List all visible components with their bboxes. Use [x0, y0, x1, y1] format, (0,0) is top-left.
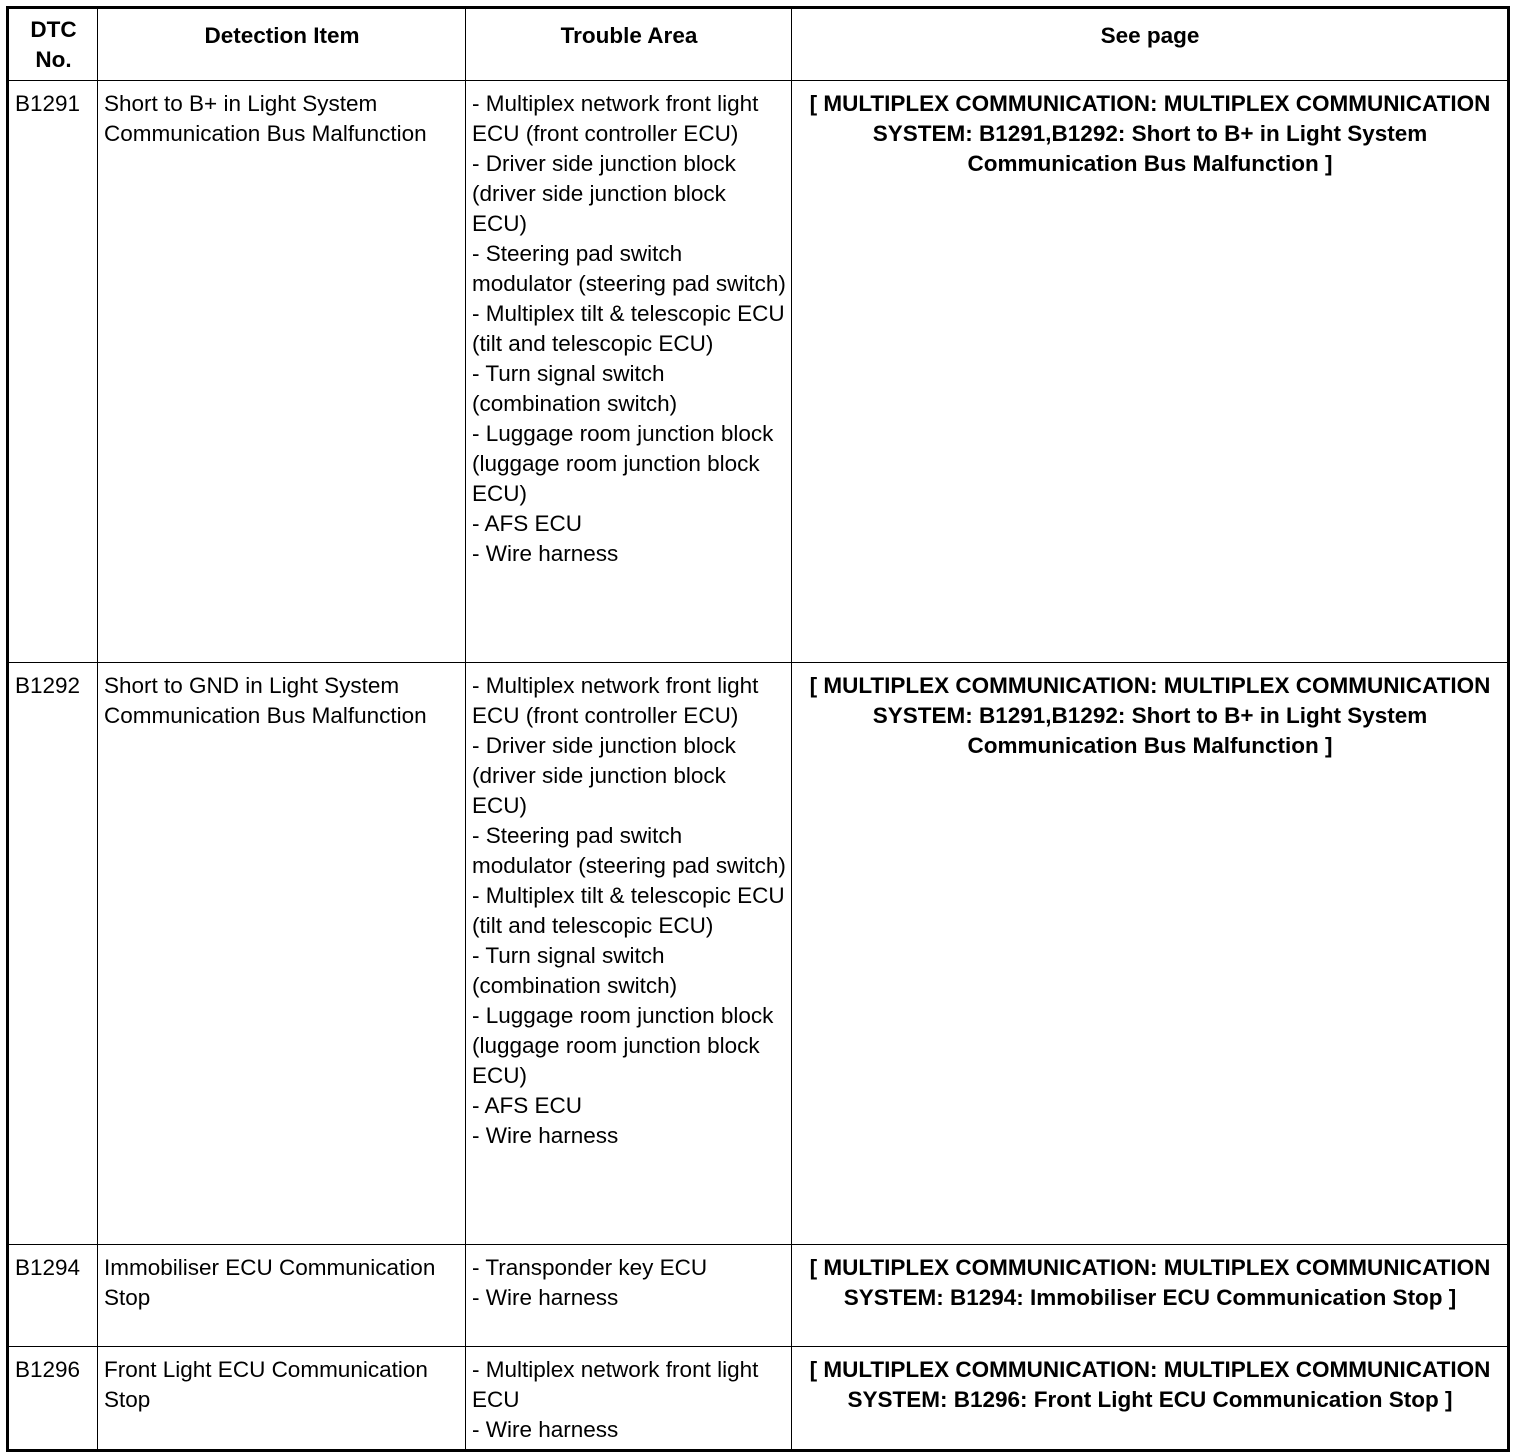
trouble-area-item: - Turn signal switch (combination switch): [472, 943, 678, 998]
table-row: [8, 663, 1509, 1245]
trouble-area: [466, 1245, 792, 1347]
trouble-area-item: - Multiplex network front light ECU (front controller ECU): [472, 91, 759, 146]
trouble-area-item: - Turn signal switch (combination switch): [472, 361, 678, 416]
detection-item: Front Light ECU Communication Stop: [98, 1347, 466, 1451]
table-row: [8, 1245, 1509, 1347]
trouble-area-item: - Steering pad switch modulator (steering pad switch): [472, 823, 786, 878]
detection-item: Short to B+ in Light System Communication Bus Malfunction: [98, 81, 466, 663]
table-row: [8, 81, 1509, 663]
see-page-link[interactable]: [ MULTIPLEX COMMUNICATION: MULTIPLEX COMMUNICATION SYSTEM: B1291,B1292: Short to B+ in Light System Communication Bus Malfunction ]: [792, 81, 1509, 663]
trouble-area-item: (tilt and telescopic ECU): [472, 331, 714, 356]
trouble-area-item: - AFS ECU: [472, 1093, 583, 1118]
table-row: [8, 1347, 1509, 1451]
header-dtc-no: [8, 8, 98, 81]
trouble-area-item: - Wire harness: [472, 1417, 619, 1442]
trouble-area-item: (tilt and telescopic ECU): [472, 913, 714, 938]
header-detection-item: Detection Item: [98, 8, 466, 81]
trouble-area-item: - Driver side junction block (driver side junction block ECU): [472, 151, 736, 236]
trouble-area-item: - Wire harness: [472, 541, 619, 566]
see-page-link[interactable]: [ MULTIPLEX COMMUNICATION: MULTIPLEX COMMUNICATION SYSTEM: B1294: Immobiliser ECU Communication Stop ]: [792, 1245, 1509, 1347]
header-trouble-area: Trouble Area: [466, 8, 792, 81]
trouble-area-item: - Multiplex network front light ECU (front controller ECU): [472, 673, 759, 728]
trouble-area-item: - Luggage room junction block (luggage room junction block ECU): [472, 1003, 774, 1088]
trouble-area: [466, 1347, 792, 1451]
see-page-link[interactable]: [ MULTIPLEX COMMUNICATION: MULTIPLEX COMMUNICATION SYSTEM: B1291,B1292: Short to B+ in Light System Communication Bus Malfunction ]: [792, 663, 1509, 1245]
trouble-area-item: - Steering pad switch modulator (steering pad switch): [472, 241, 786, 296]
dtc-code: B1296: [8, 1347, 98, 1451]
trouble-area-item: - AFS ECU: [472, 511, 583, 536]
trouble-area-item: - Multiplex network front light ECU: [472, 1357, 759, 1412]
trouble-area-item: - Luggage room junction block (luggage room junction block ECU): [472, 421, 774, 506]
dtc-code: B1291: [8, 81, 98, 663]
see-page-link[interactable]: [ MULTIPLEX COMMUNICATION: MULTIPLEX COMMUNICATION SYSTEM: B1296: Front Light ECU Communication Stop ]: [792, 1347, 1509, 1451]
trouble-area: [466, 81, 792, 663]
trouble-area-item: - Driver side junction block (driver side junction block ECU): [472, 733, 736, 818]
detection-item: Short to GND in Light System Communication Bus Malfunction: [98, 663, 466, 1245]
trouble-area-item: - Wire harness: [472, 1285, 619, 1310]
trouble-area: [466, 663, 792, 1245]
dtc-code: B1294: [8, 1245, 98, 1347]
header-see-page: See page: [792, 8, 1509, 81]
header-row: [8, 8, 1509, 81]
trouble-area-item: - Multiplex tilt & telescopic ECU: [472, 301, 785, 326]
detection-item: Immobiliser ECU Communication Stop: [98, 1245, 466, 1347]
trouble-area-item: - Wire harness: [472, 1123, 619, 1148]
header-dtc-line2: No.: [35, 47, 72, 72]
header-dtc-line1: DTC: [30, 17, 77, 42]
dtc-code: B1292: [8, 663, 98, 1245]
trouble-area-item: - Multiplex tilt & telescopic ECU: [472, 883, 785, 908]
trouble-area-item: - Transponder key ECU: [472, 1255, 708, 1280]
dtc-table: [6, 6, 1510, 1452]
